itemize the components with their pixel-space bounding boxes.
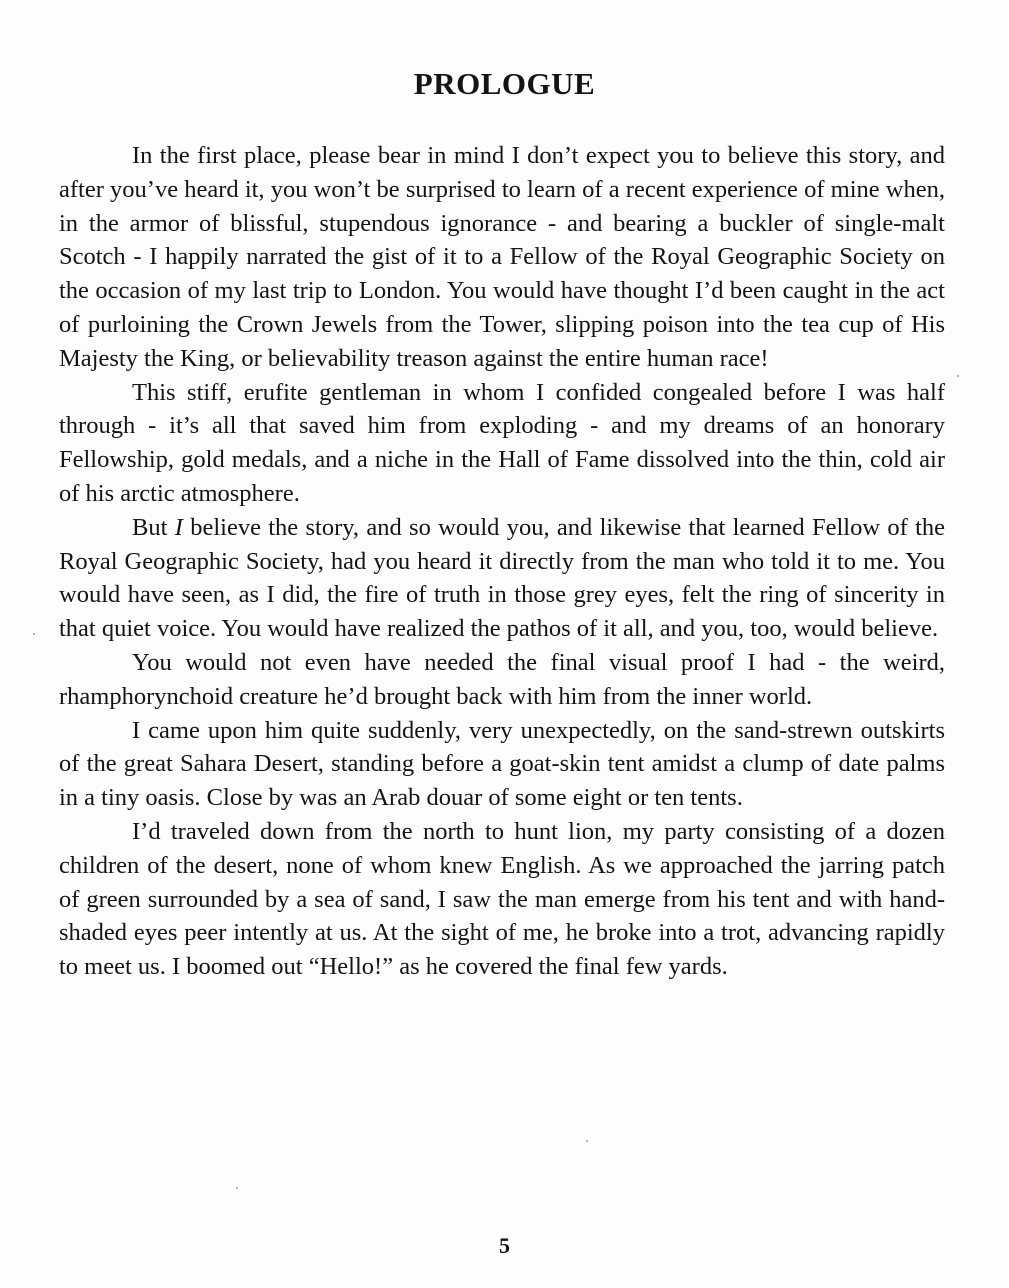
paragraph-2: This stiff, erufite gentleman in whom I confided congealed before I was half through - it’s all that saved him from exploding - and my dreams of an honorary Fellowship, gold medals, and a niche in the Hall of Fame dissolved into the thin, cold air of his arctic atmosphere. [59,378,945,507]
scan-speck [33,633,35,635]
chapter-body [59,139,945,984]
paragraph-3-lead: But [132,513,175,541]
chapter-title: PROLOGUE [413,66,596,101]
scan-speck [586,1140,588,1142]
scan-speck [236,1187,238,1189]
paragraph-3 [59,511,945,646]
scan-speck [957,375,959,377]
paragraph-4: You would not even have needed the final visual proof I had - the weird, rhamphorynchoid creature he’d brought back with him from the inner world. [59,648,945,710]
page-number: 5 [499,1233,510,1258]
paragraph-1: In the first place, please bear in mind I don’t expect you to believe this story, and after you’ve heard it, you won’t be surprised to learn of a recent experience of mine when, in the armor of blissful, stupendous ignorance - and bearing a buckler of single-malt Scotch - I happily narrated the gist of it to a Fellow of the Royal Geographic Society on the occasion of my last trip to London. You would have thought I’d been caught in the act of purloining the Crown Jewels from the Tower, slipping poison into the tea cup of His Majesty the King, or believability treason against the entire human race! [59,142,945,372]
paragraph-3-emphasis: I [174,513,183,541]
paragraph-3-rest: believe the story, and so would you, and likewise that learned Fellow of the Royal Geographic Society, had you heard it directly from the man who told it to me. You would have seen, as I did, the fire of truth in those grey eyes, felt the ring of sincerity in that quiet voice. You would have realized the pathos of it all, and you, too, would believe. [59,513,945,643]
paragraph-6: I’d traveled down from the north to hunt lion, my party consisting of a dozen children of the desert, none of whom knew English. As we approached the jarring patch of green surrounded by a sea of sand, I saw the man emerge from his tent and with hand-shaded eyes peer intently at us. At the sight of me, he broke into a trot, advancing rapidly to meet us. I boomed out “Hello!” as he covered the final few yards. [59,817,945,981]
paragraph-5: I came upon him quite suddenly, very unexpectedly, on the sand-strewn outskirts of the great Sahara Desert, standing before a goat-skin tent amidst a clump of date palms in a tiny oasis. Close by was an Arab douar of some eight or ten tents. [59,716,945,812]
